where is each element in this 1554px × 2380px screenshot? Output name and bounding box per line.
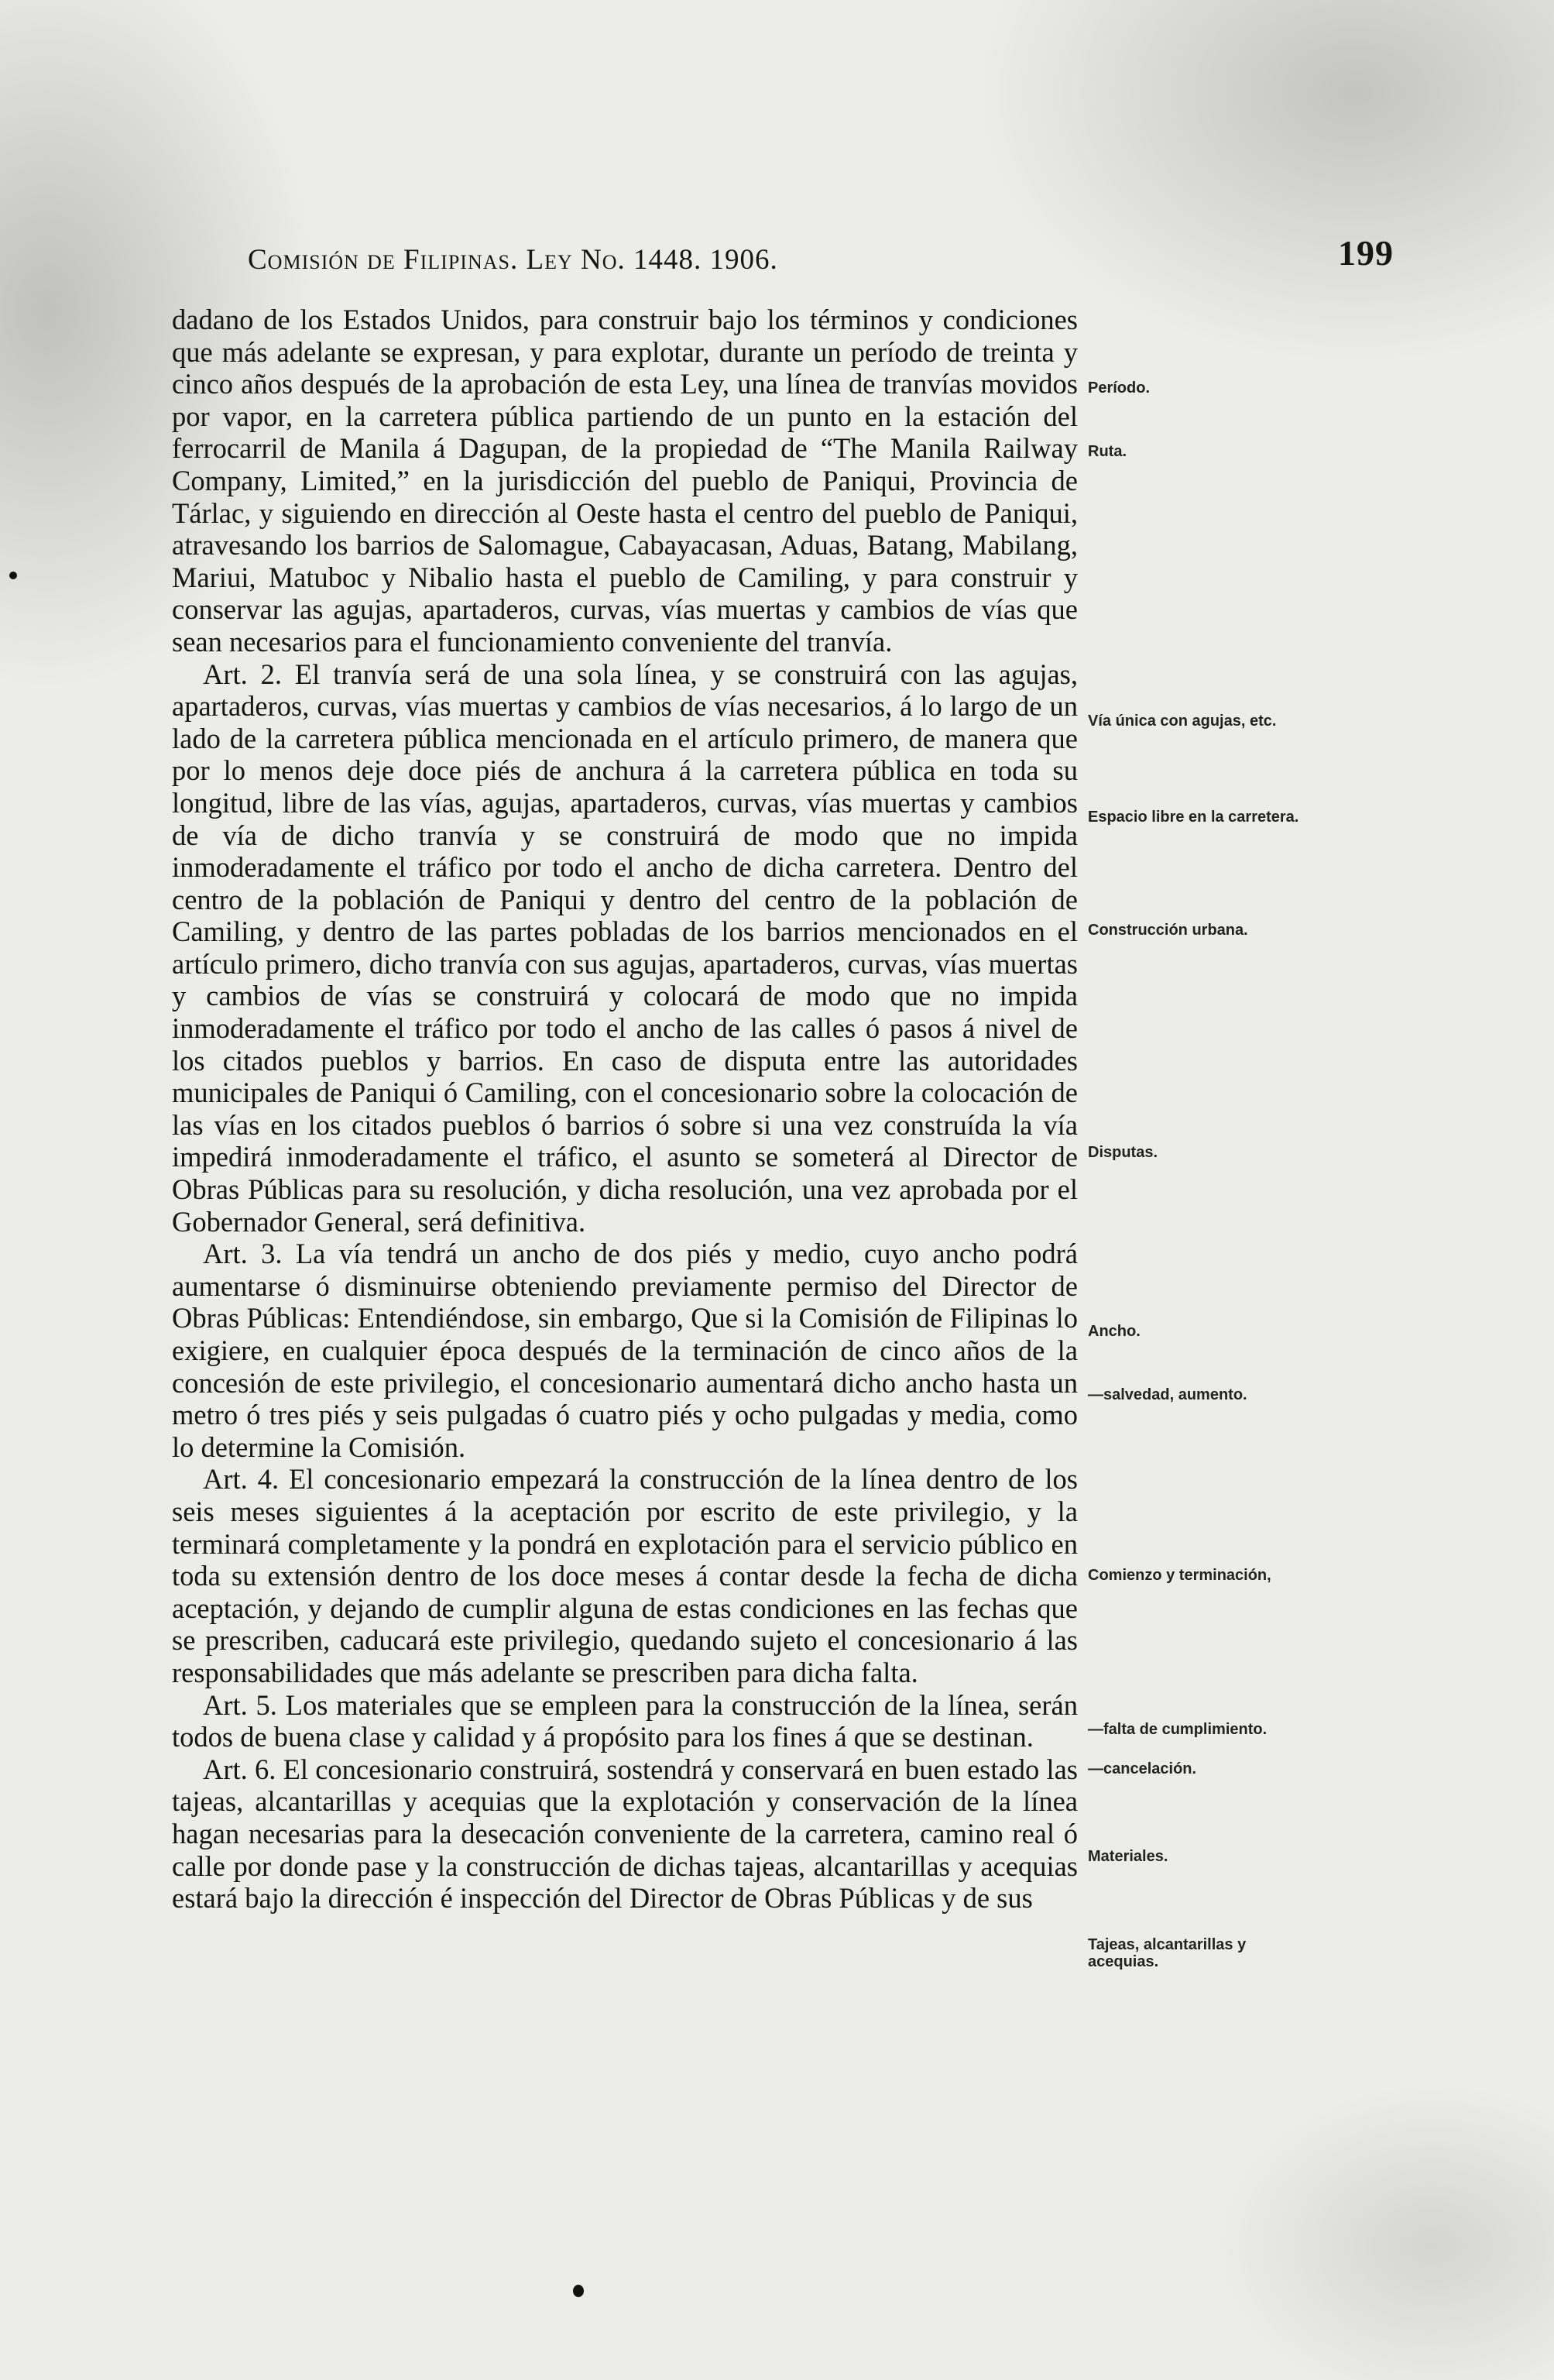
paragraph-art-6: Art. 6. El concesionario construirá, sostendrá y conservará en buen estado las tajeas, alcantarillas y acequias que la explotación y conservación de la línea hagan necesarias para la desecación conveniente de la carretera, camino real ó calle por donde pase y la construcción de dichas tajeas, alcantarillas y acequias estará bajo la dirección é inspección del Director de Obras Públicas y de sus (172, 1753, 1078, 1915)
side-note-espacio-libre: Espacio libre en la carretera. (1088, 809, 1299, 826)
ink-spot (9, 572, 17, 579)
ink-spot (573, 2285, 584, 2297)
side-note-salvedad: —salvedad, aumento. (1088, 1386, 1247, 1403)
side-note-tajeas: Tajeas, alcantarillas y acequias. (1088, 1936, 1247, 1970)
paragraph-art-4: Art. 4. El concesionario empezará la construcción de la línea dentro de los seis meses siguientes á la aceptación por escrito de este privilegio, y la terminará completamente y la pondrá en explotación para el servicio público en toda su extensión dentro de los doce meses á contar desde la fecha de dicha aceptación, y dejando de cumplir alguna de estas condiciones en las fechas que se prescriben, caducará este privilegio, quedando sujeto el concesionario á las responsabilidades que más adelante se prescriben para dicha falta. (172, 1463, 1078, 1688)
running-title: Comisión de Filipinas. Ley No. 1448. 1906. (248, 244, 778, 276)
side-note-ruta: Ruta. (1088, 443, 1127, 460)
paragraph-art-2: Art. 2. El tranvía será de una sola línea, y se construirá con las agujas, apartaderos, curvas, vías muertas y cambios de vías necesarios, á lo largo de un lado de la carretera pública mencionada en el artículo primero, de manera que por lo menos deje doce piés de anchura á la carretera pública en toda su longitud, libre de las vías, agujas, apartaderos, curvas, vías muertas y cambios de vía de dicho tranvía y se construirá de modo que no impida inmoderadamente el tráfico por todo el ancho de dicha carretera. Dentro del centro de la población de Paniqui y dentro del centro de la población de Camiling, y dentro de las partes pobladas de los barrios mencionados en el artículo primero, dicho tranvía con sus agujas, apartaderos, curvas, vías muertas y cambios de vías se construirá y colocará de modo que no impida inmoderadamente el tráfico por todo el ancho de las calles ó pasos á nivel de los citados pueblos y barrios. En caso de disputa entre las autoridades municipales de Paniqui ó Camiling, con el concesionario sobre la colocación de las vías en los citados pueblos ó barrios ó sobre si una vez construída la vía impedirá inmoderadamente el tráfico, el asunto se someterá al Director de Obras Públicas para su resolución, y dicha resolución, una vez aprobada por el Gobernador General, será definitiva. (172, 658, 1078, 1238)
side-note-cancelacion: —cancelación. (1088, 1760, 1197, 1777)
page-header (248, 232, 1394, 294)
side-note-disputas: Disputas. (1088, 1144, 1158, 1161)
paragraph-continuation: dadano de los Estados Unidos, para construir bajo los términos y condiciones que más adelante se expresan, y para explotar, durante un período de treinta y cinco años después de la aprobación de esta Ley, una línea de tranvías movidos por vapor, en la carretera pública partiendo de un punto en la estación del ferrocarril de Manila á Dagupan, de la propiedad de “The Manila Railway Company, Limited,” en la jurisdicción del pueblo de Paniqui, Provincia de Tárlac, y siguiendo en dirección al Oeste hasta el centro del pueblo de Paniqui, atravesando los barrios de Salomague, Cabayacasan, Aduas, Batang, Mabilang, Mariui, Matuboc y Nibalio hasta el pueblo de Camiling, y para construir y conservar las agujas, apartaderos, curvas, vías muertas y cambios de vías que sean necesarios para el funcionamiento conveniente del tranvía. (172, 304, 1078, 658)
side-note-via-unica: Vía única con agujas, etc. (1088, 713, 1277, 730)
side-note-periodo: Período. (1088, 379, 1151, 397)
body-text (172, 304, 1078, 1915)
side-note-comienzo: Comienzo y terminación, (1088, 1567, 1271, 1584)
side-note-materiales: Materiales. (1088, 1848, 1168, 1865)
side-note-falta: —falta de cumplimiento. (1088, 1721, 1268, 1738)
page-number: 199 (1338, 233, 1394, 273)
side-note-ancho: Ancho. (1088, 1323, 1141, 1340)
paragraph-art-5: Art. 5. Los materiales que se empleen para la construcción de la línea, serán todos de buena clase y calidad y á propósito para los fines á que se destinan. (172, 1688, 1078, 1753)
paragraph-art-3: Art. 3. La vía tendrá un ancho de dos piés y medio, cuyo ancho podrá aumentarse ó disminuirse obteniendo previamente permiso del Director de Obras Públicas: Entendiéndose, sin embargo, Que si la Comisión de Filipinas lo exigiere, en cualquier época después de la terminación de cinco años de la concesión de este privilegio, el concesionario aumentará dicho ancho hasta un metro ó tres piés y seis pulgadas ó cuatro piés y ocho pulgadas y media, como lo determine la Comisión. (172, 1238, 1078, 1463)
side-note-construccion-urbana: Construcción urbana. (1088, 922, 1248, 939)
